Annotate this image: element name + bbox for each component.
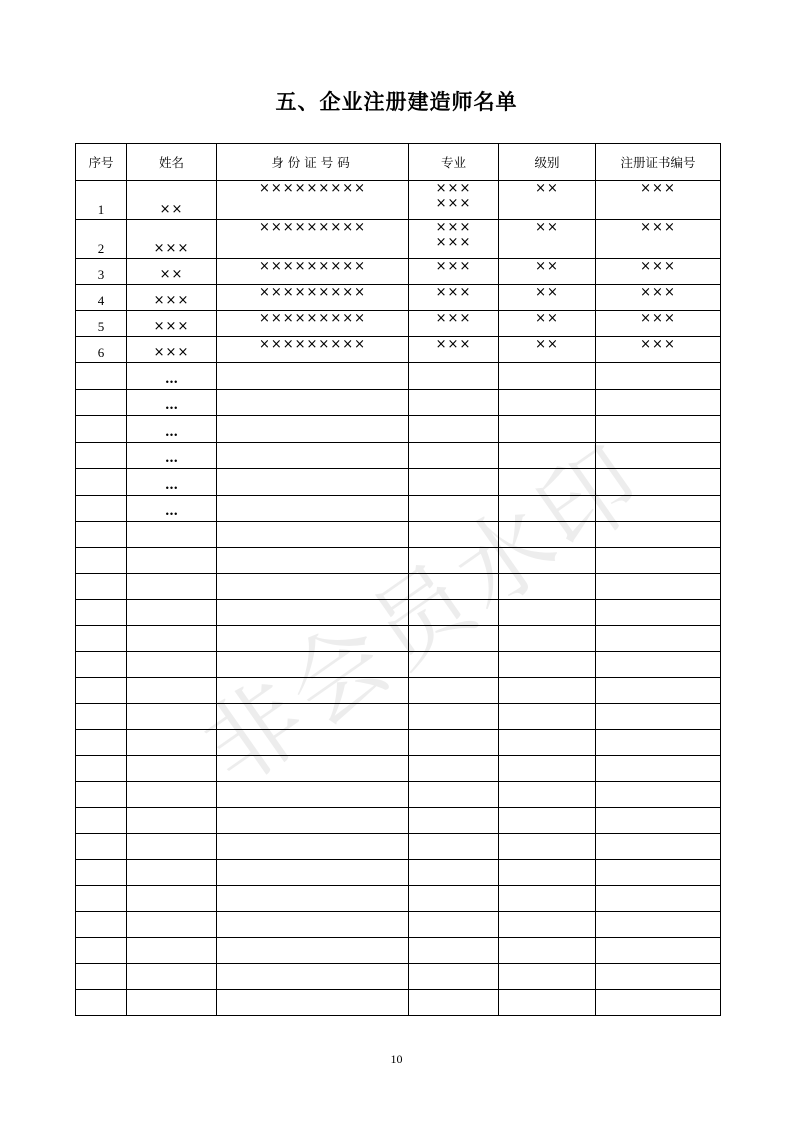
table-row-empty — [76, 938, 721, 964]
empty-cell — [76, 886, 127, 912]
empty-cell — [596, 730, 721, 756]
empty-cell — [409, 964, 499, 990]
empty-cell — [127, 626, 217, 652]
empty-cell — [217, 730, 409, 756]
table-row-empty — [76, 782, 721, 808]
empty-cell — [499, 834, 596, 860]
cell-id-number: ××××××××× — [217, 285, 409, 311]
empty-cell — [499, 808, 596, 834]
cell-level — [499, 496, 596, 522]
cell-major — [409, 496, 499, 522]
cell-cert-no: ××× — [596, 311, 721, 337]
empty-cell — [409, 834, 499, 860]
empty-cell — [127, 548, 217, 574]
cell-level: ×× — [499, 259, 596, 285]
empty-cell — [217, 912, 409, 938]
empty-cell — [499, 600, 596, 626]
empty-cell — [127, 938, 217, 964]
empty-cell — [127, 522, 217, 548]
table-row — [76, 416, 721, 443]
cell-index — [76, 469, 127, 496]
empty-cell — [76, 808, 127, 834]
cell-major — [409, 390, 499, 416]
empty-cell — [76, 548, 127, 574]
empty-cell — [499, 522, 596, 548]
empty-cell — [499, 652, 596, 678]
empty-cell — [127, 808, 217, 834]
empty-cell — [217, 652, 409, 678]
cell-major: ××× ××× — [409, 181, 499, 220]
cell-name: ××× — [127, 285, 217, 311]
empty-cell — [217, 756, 409, 782]
empty-cell — [409, 600, 499, 626]
empty-cell — [596, 808, 721, 834]
page-title: 五、企业注册建造师名单 — [275, 89, 518, 114]
header-index: 序号 — [76, 144, 127, 181]
cell-name: ××× — [127, 337, 217, 363]
page-number: 10 — [390, 1052, 403, 1066]
empty-cell — [409, 860, 499, 886]
empty-cell — [409, 626, 499, 652]
cell-name: ×× — [127, 181, 217, 220]
empty-cell — [76, 522, 127, 548]
empty-cell — [76, 704, 127, 730]
empty-cell — [596, 834, 721, 860]
cell-cert-no — [596, 363, 721, 390]
empty-cell — [409, 808, 499, 834]
table-row-empty — [76, 730, 721, 756]
empty-cell — [127, 912, 217, 938]
empty-cell — [596, 678, 721, 704]
empty-cell — [76, 912, 127, 938]
empty-cell — [76, 678, 127, 704]
cell-level: ×× — [499, 285, 596, 311]
empty-cell — [596, 626, 721, 652]
table-row-empty — [76, 522, 721, 548]
cell-index — [76, 443, 127, 469]
empty-cell — [76, 600, 127, 626]
table-row — [76, 443, 721, 469]
empty-cell — [217, 574, 409, 600]
empty-cell — [409, 912, 499, 938]
cell-index — [76, 496, 127, 522]
table-row-empty — [76, 834, 721, 860]
cell-index: 3 — [76, 259, 127, 285]
header-cert-no: 注册证书编号 — [596, 144, 721, 181]
empty-cell — [499, 886, 596, 912]
cell-name: ××× — [127, 311, 217, 337]
empty-cell — [217, 860, 409, 886]
empty-cell — [217, 600, 409, 626]
empty-cell — [409, 990, 499, 1016]
empty-cell — [409, 522, 499, 548]
empty-cell — [127, 600, 217, 626]
table-header-row — [76, 144, 721, 181]
cell-index: 2 — [76, 220, 127, 259]
cell-name: ××× — [127, 220, 217, 259]
table-row — [76, 469, 721, 496]
empty-cell — [596, 548, 721, 574]
empty-cell — [499, 990, 596, 1016]
table-row-empty — [76, 964, 721, 990]
empty-cell — [409, 652, 499, 678]
empty-cell — [596, 964, 721, 990]
empty-cell — [499, 730, 596, 756]
empty-cell — [596, 756, 721, 782]
empty-cell — [596, 600, 721, 626]
table-row — [76, 220, 721, 259]
table-row-empty — [76, 912, 721, 938]
cell-major — [409, 469, 499, 496]
constructor-roster-table — [75, 143, 721, 1016]
table-row-empty — [76, 626, 721, 652]
empty-cell — [217, 704, 409, 730]
cell-cert-no — [596, 443, 721, 469]
empty-cell — [76, 574, 127, 600]
cell-cert-no — [596, 416, 721, 443]
cell-index — [76, 363, 127, 390]
watermark: 非会员水印 — [183, 422, 666, 807]
cell-level — [499, 443, 596, 469]
empty-cell — [596, 990, 721, 1016]
empty-cell — [499, 912, 596, 938]
empty-cell — [217, 834, 409, 860]
empty-cell — [76, 730, 127, 756]
cell-name: … — [127, 443, 217, 469]
empty-cell — [127, 652, 217, 678]
table-row-empty — [76, 678, 721, 704]
cell-major — [409, 443, 499, 469]
cell-id-number: ××××××××× — [217, 337, 409, 363]
cell-name: … — [127, 469, 217, 496]
table-row — [76, 285, 721, 311]
cell-major: ××× — [409, 337, 499, 363]
empty-cell — [127, 704, 217, 730]
empty-cell — [217, 938, 409, 964]
header-id-number: 身份证号码 — [217, 144, 409, 181]
cell-level: ×× — [499, 337, 596, 363]
cell-id-number: ××××××××× — [217, 181, 409, 220]
table-row-empty — [76, 860, 721, 886]
empty-cell — [596, 574, 721, 600]
cell-name: … — [127, 390, 217, 416]
cell-index — [76, 416, 127, 443]
header-level: 级别 — [499, 144, 596, 181]
empty-cell — [596, 652, 721, 678]
cell-cert-no: ××× — [596, 259, 721, 285]
empty-cell — [217, 964, 409, 990]
cell-id-number: ××××××××× — [217, 311, 409, 337]
empty-cell — [409, 938, 499, 964]
empty-cell — [76, 834, 127, 860]
cell-level: ×× — [499, 311, 596, 337]
cell-level — [499, 416, 596, 443]
empty-cell — [76, 964, 127, 990]
empty-cell — [596, 522, 721, 548]
empty-cell — [127, 730, 217, 756]
cell-cert-no — [596, 469, 721, 496]
cell-name: … — [127, 496, 217, 522]
cell-major: ××× — [409, 259, 499, 285]
cell-level — [499, 390, 596, 416]
empty-cell — [217, 626, 409, 652]
table-row-empty — [76, 574, 721, 600]
cell-major — [409, 416, 499, 443]
empty-cell — [499, 626, 596, 652]
empty-cell — [127, 886, 217, 912]
cell-cert-no: ××× — [596, 220, 721, 259]
table-row — [76, 181, 721, 220]
empty-cell — [409, 678, 499, 704]
empty-cell — [217, 886, 409, 912]
empty-cell — [499, 704, 596, 730]
cell-cert-no — [596, 390, 721, 416]
empty-cell — [217, 990, 409, 1016]
empty-cell — [409, 704, 499, 730]
empty-cell — [499, 574, 596, 600]
cell-cert-no: ××× — [596, 285, 721, 311]
table-row-empty — [76, 548, 721, 574]
cell-cert-no: ××× — [596, 337, 721, 363]
empty-cell — [596, 886, 721, 912]
cell-name: … — [127, 416, 217, 443]
header-major: 专业 — [409, 144, 499, 181]
table-row-empty — [76, 886, 721, 912]
table-row-empty — [76, 808, 721, 834]
table-row — [76, 259, 721, 285]
table-row-empty — [76, 756, 721, 782]
empty-cell — [127, 574, 217, 600]
table-row — [76, 390, 721, 416]
empty-cell — [217, 782, 409, 808]
empty-cell — [409, 756, 499, 782]
table-row-empty — [76, 990, 721, 1016]
cell-index — [76, 390, 127, 416]
empty-cell — [596, 704, 721, 730]
empty-cell — [409, 782, 499, 808]
empty-cell — [127, 678, 217, 704]
cell-id-number — [217, 416, 409, 443]
cell-id-number: ××××××××× — [217, 220, 409, 259]
empty-cell — [596, 860, 721, 886]
table-row-empty — [76, 704, 721, 730]
empty-cell — [409, 730, 499, 756]
cell-id-number: ××××××××× — [217, 259, 409, 285]
table-row — [76, 337, 721, 363]
cell-index: 6 — [76, 337, 127, 363]
empty-cell — [499, 964, 596, 990]
empty-cell — [596, 938, 721, 964]
cell-level — [499, 469, 596, 496]
empty-cell — [127, 756, 217, 782]
empty-cell — [127, 964, 217, 990]
empty-cell — [217, 678, 409, 704]
empty-cell — [76, 756, 127, 782]
empty-cell — [217, 808, 409, 834]
table-body — [76, 181, 721, 1016]
table-row — [76, 496, 721, 522]
cell-id-number — [217, 390, 409, 416]
cell-index: 1 — [76, 181, 127, 220]
empty-cell — [76, 652, 127, 678]
table-row-empty — [76, 652, 721, 678]
empty-cell — [499, 548, 596, 574]
empty-cell — [76, 626, 127, 652]
cell-index: 4 — [76, 285, 127, 311]
cell-major: ××× ××× — [409, 220, 499, 259]
empty-cell — [127, 860, 217, 886]
empty-cell — [217, 548, 409, 574]
empty-cell — [596, 782, 721, 808]
empty-cell — [499, 938, 596, 964]
empty-cell — [127, 782, 217, 808]
table-row-empty — [76, 600, 721, 626]
cell-id-number — [217, 469, 409, 496]
cell-level — [499, 363, 596, 390]
cell-index: 5 — [76, 311, 127, 337]
cell-name: … — [127, 363, 217, 390]
header-name: 姓名 — [127, 144, 217, 181]
cell-cert-no — [596, 496, 721, 522]
empty-cell — [499, 860, 596, 886]
empty-cell — [127, 990, 217, 1016]
empty-cell — [127, 834, 217, 860]
empty-cell — [499, 782, 596, 808]
empty-cell — [76, 860, 127, 886]
cell-id-number — [217, 443, 409, 469]
table-row — [76, 363, 721, 390]
cell-id-number — [217, 363, 409, 390]
empty-cell — [409, 548, 499, 574]
empty-cell — [409, 574, 499, 600]
table-row — [76, 311, 721, 337]
empty-cell — [76, 938, 127, 964]
cell-level: ×× — [499, 220, 596, 259]
cell-cert-no: ××× — [596, 181, 721, 220]
cell-major: ××× — [409, 311, 499, 337]
empty-cell — [596, 912, 721, 938]
cell-level: ×× — [499, 181, 596, 220]
empty-cell — [499, 756, 596, 782]
empty-cell — [409, 886, 499, 912]
cell-name: ×× — [127, 259, 217, 285]
empty-cell — [499, 678, 596, 704]
cell-major — [409, 363, 499, 390]
empty-cell — [76, 782, 127, 808]
empty-cell — [76, 990, 127, 1016]
cell-id-number — [217, 496, 409, 522]
cell-major: ××× — [409, 285, 499, 311]
empty-cell — [217, 522, 409, 548]
